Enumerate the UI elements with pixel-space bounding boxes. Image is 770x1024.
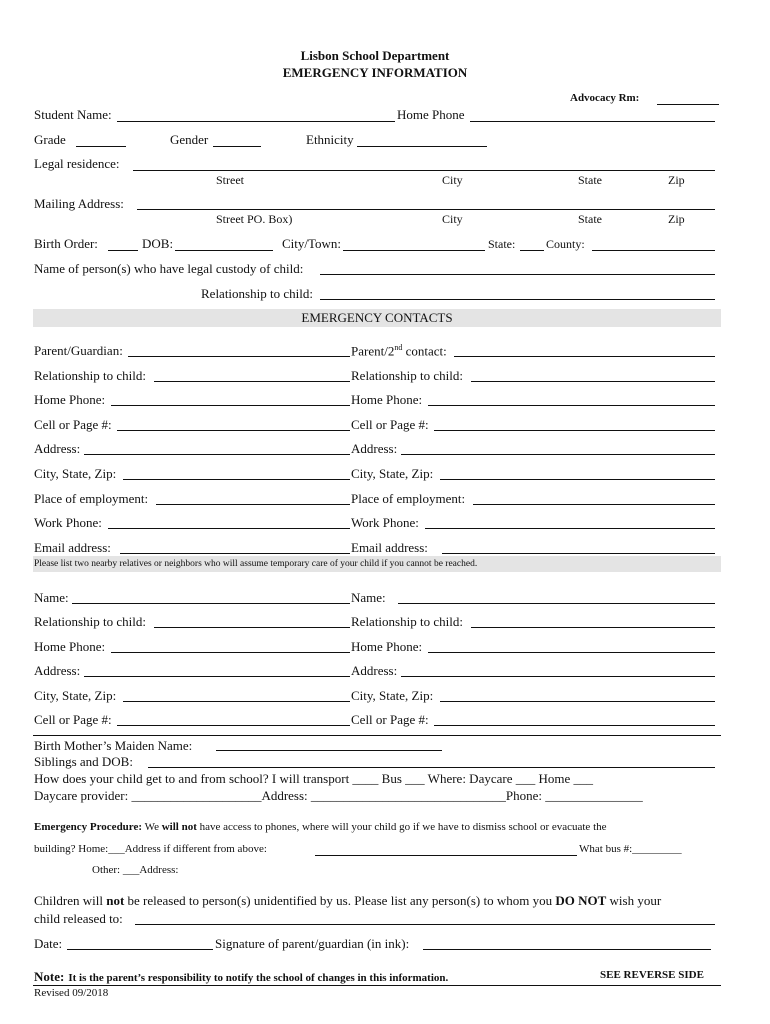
section-divider-1 bbox=[33, 735, 721, 736]
mailing-address-label: Mailing Address: bbox=[34, 196, 124, 211]
work-phone-label-1: Work Phone: bbox=[34, 515, 102, 530]
custody-relationship-label: Relationship to child: bbox=[201, 286, 313, 301]
mailing-address-field[interactable] bbox=[137, 209, 715, 210]
relative-cell-field-1[interactable] bbox=[117, 725, 350, 726]
siblings-label: Siblings and DOB: bbox=[34, 754, 133, 769]
csz-label-1: City, State, Zip: bbox=[34, 466, 117, 481]
maiden-name-field[interactable] bbox=[216, 750, 442, 751]
date-label: Date: bbox=[34, 936, 63, 951]
see-reverse-side: SEE REVERSE SIDE bbox=[600, 969, 704, 981]
zip-caption: Zip bbox=[668, 173, 685, 187]
custody-relationship-field[interactable] bbox=[320, 299, 715, 300]
custody-field[interactable] bbox=[320, 274, 715, 275]
signature-label: Signature of parent/guardian (in ink): bbox=[215, 936, 410, 951]
parent2-field[interactable] bbox=[454, 356, 715, 357]
zip-caption-2: Zip bbox=[668, 212, 685, 226]
relative-relationship-field-2[interactable] bbox=[471, 627, 715, 628]
cell-field-2[interactable] bbox=[434, 430, 715, 431]
csz-field-1[interactable] bbox=[123, 479, 350, 480]
address-label-1: Address: bbox=[34, 441, 81, 456]
gender-field[interactable] bbox=[213, 146, 261, 147]
parent-guardian-field[interactable] bbox=[128, 356, 350, 357]
do-not-release-field[interactable] bbox=[135, 924, 715, 925]
release-statement: Children will not be released to person(s) unidentified by us. Please list any person(s) to whom you DO NOT wish your bbox=[34, 893, 662, 908]
employment-field-2[interactable] bbox=[473, 504, 715, 505]
advocacy-label: Advocacy Rm: bbox=[570, 92, 640, 104]
address-field-1[interactable] bbox=[84, 454, 350, 455]
cell-label-1: Cell or Page #: bbox=[34, 417, 112, 432]
emergency-contacts-heading: EMERGENCY CONTACTS bbox=[301, 310, 453, 325]
work-phone-field-2[interactable] bbox=[425, 528, 715, 529]
birth-order-field[interactable] bbox=[108, 250, 138, 251]
alternate-address-field[interactable] bbox=[315, 855, 577, 856]
emergency-procedure-text: Emergency Procedure: We will not have access to phones, where will your child go if we have to dismiss school or evacuate the bbox=[34, 821, 607, 833]
csz-field-2[interactable] bbox=[440, 479, 715, 480]
building-home-label: building? Home:___Address if different from above: bbox=[34, 843, 267, 855]
siblings-field[interactable] bbox=[148, 767, 715, 768]
street-caption: Street bbox=[216, 173, 244, 187]
relationship-label-1: Relationship to child: bbox=[34, 368, 146, 383]
home-phone-label-1: Home Phone: bbox=[34, 392, 106, 407]
legal-residence-label: Legal residence: bbox=[34, 156, 120, 171]
date-field[interactable] bbox=[67, 949, 213, 950]
relative-address-field-2[interactable] bbox=[401, 676, 715, 677]
email-label-1: Email address: bbox=[34, 540, 111, 555]
state-field[interactable] bbox=[520, 250, 544, 251]
relative-home-phone-field-2[interactable] bbox=[428, 652, 715, 653]
city-town-label: City/Town: bbox=[282, 236, 342, 251]
relative-csz-label-2: City, State, Zip: bbox=[351, 688, 434, 703]
dob-field[interactable] bbox=[175, 250, 273, 251]
relative-name-label-1: Name: bbox=[34, 590, 69, 605]
address-label-2: Address: bbox=[351, 441, 398, 456]
state-label: State: bbox=[488, 237, 516, 251]
bus-number-label: What bus #:_________ bbox=[579, 843, 682, 855]
city-caption-2: City bbox=[442, 212, 463, 226]
email-field-2[interactable] bbox=[442, 553, 715, 554]
signature-field[interactable] bbox=[423, 949, 711, 950]
relative-csz-label-1: City, State, Zip: bbox=[34, 688, 117, 703]
street-po-caption: Street PO. Box) bbox=[216, 212, 293, 226]
city-caption: City bbox=[442, 173, 463, 187]
student-name-field[interactable] bbox=[117, 121, 395, 122]
revised-date: Revised 09/2018 bbox=[34, 987, 109, 999]
footer-rule bbox=[33, 985, 721, 986]
relative-home-phone-label-2: Home Phone: bbox=[351, 639, 423, 654]
relative-home-phone-label-1: Home Phone: bbox=[34, 639, 106, 654]
gender-label: Gender bbox=[170, 132, 209, 147]
city-town-field[interactable] bbox=[343, 250, 485, 251]
relative-relationship-label-2: Relationship to child: bbox=[351, 614, 463, 629]
grade-label: Grade bbox=[34, 132, 66, 147]
advocacy-field[interactable] bbox=[657, 104, 719, 105]
parent-note: Note: It is the parent’s responsibility to notify the school of changes in this information. bbox=[34, 969, 449, 984]
home-phone-label-2: Home Phone: bbox=[351, 392, 423, 407]
relative-relationship-label-1: Relationship to child: bbox=[34, 614, 146, 629]
transport-question: How does your child get to and from school? I will transport ____ Bus ___ Where: Daycare ___ Home ___ bbox=[34, 771, 593, 786]
grade-field[interactable] bbox=[76, 146, 126, 147]
ethnicity-label: Ethnicity bbox=[306, 132, 354, 147]
email-field-1[interactable] bbox=[120, 553, 350, 554]
relative-address-label-1: Address: bbox=[34, 663, 81, 678]
relative-name-field-1[interactable] bbox=[72, 603, 350, 604]
birth-order-label: Birth Order: bbox=[34, 236, 98, 251]
form-title: EMERGENCY INFORMATION bbox=[282, 65, 468, 80]
relative-csz-field-1[interactable] bbox=[123, 701, 350, 702]
other-address-label: Other: ___Address: bbox=[92, 864, 179, 876]
relative-name-field-2[interactable] bbox=[398, 603, 715, 604]
relative-relationship-field-1[interactable] bbox=[154, 627, 350, 628]
relative-address-field-1[interactable] bbox=[84, 676, 350, 677]
employment-label-2: Place of employment: bbox=[351, 491, 466, 506]
county-label: County: bbox=[546, 237, 585, 251]
work-phone-field-1[interactable] bbox=[108, 528, 350, 529]
school-title: Lisbon School Department bbox=[300, 48, 450, 63]
relative-address-label-2: Address: bbox=[351, 663, 398, 678]
cell-field-1[interactable] bbox=[117, 430, 350, 431]
employment-label-1: Place of employment: bbox=[34, 491, 149, 506]
email-label-2: Email address: bbox=[351, 540, 428, 555]
relative-home-phone-field-1[interactable] bbox=[111, 652, 350, 653]
relationship-field-2[interactable] bbox=[471, 381, 715, 382]
relative-cell-label-2: Cell or Page #: bbox=[351, 712, 429, 727]
ethnicity-field[interactable] bbox=[357, 146, 487, 147]
relative-cell-field-2[interactable] bbox=[434, 725, 715, 726]
home-phone-label: Home Phone bbox=[397, 107, 465, 122]
relative-name-label-2: Name: bbox=[351, 590, 386, 605]
maiden-name-label: Birth Mother’s Maiden Name: bbox=[34, 738, 193, 753]
custody-label: Name of person(s) who have legal custody of child: bbox=[34, 261, 304, 276]
student-name-label: Student Name: bbox=[34, 107, 112, 122]
relative-cell-label-1: Cell or Page #: bbox=[34, 712, 112, 727]
address-field-2[interactable] bbox=[401, 454, 715, 455]
relationship-label-2: Relationship to child: bbox=[351, 368, 463, 383]
parent2-label: Parent/2nd contact: bbox=[351, 343, 447, 359]
work-phone-label-2: Work Phone: bbox=[351, 515, 419, 530]
csz-label-2: City, State, Zip: bbox=[351, 466, 434, 481]
state-caption-2: State bbox=[578, 212, 602, 226]
relationship-field-1[interactable] bbox=[154, 381, 350, 382]
dob-label: DOB: bbox=[142, 236, 174, 251]
state-caption: State bbox=[578, 173, 602, 187]
child-released-label: child released to: bbox=[34, 911, 123, 926]
daycare-provider-line: Daycare provider: ____________________Address: ______________________________Phone: _______________ bbox=[34, 788, 643, 803]
county-field[interactable] bbox=[592, 250, 715, 251]
employment-field-1[interactable] bbox=[156, 504, 350, 505]
relative-csz-field-2[interactable] bbox=[440, 701, 715, 702]
home-phone-field-1[interactable] bbox=[111, 405, 350, 406]
parent-guardian-label: Parent/Guardian: bbox=[34, 343, 123, 358]
cell-label-2: Cell or Page #: bbox=[351, 417, 429, 432]
home-phone-field[interactable] bbox=[470, 121, 715, 122]
legal-residence-field[interactable] bbox=[133, 170, 715, 171]
home-phone-field-2[interactable] bbox=[428, 405, 715, 406]
relatives-instruction: Please list two nearby relatives or neighbors who will assume temporary care of your child if you cannot be reached. bbox=[34, 559, 478, 569]
